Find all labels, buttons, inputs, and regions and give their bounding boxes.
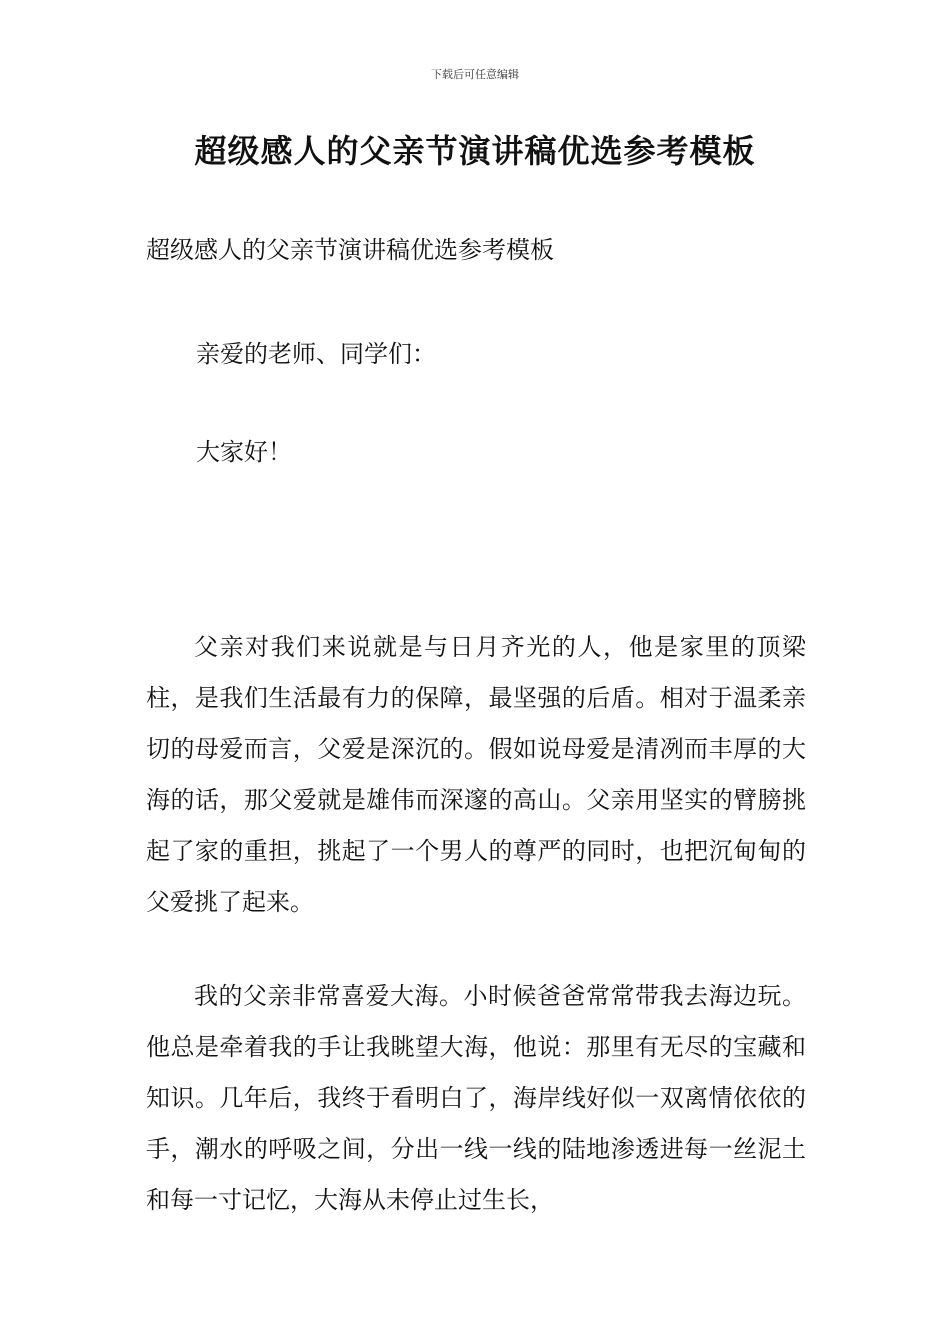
document-title: 超级感人的父亲节演讲稿优选参考模板	[194, 132, 756, 170]
paragraph: 父亲对我们来说就是与日月齐光的人，他是家里的顶梁柱，是我们生活最有力的保障，最坚强的后盾。相对于温柔亲切的母爱而言，父爱是深沉的。假如说母爱是清冽而丰厚的大海的话，那父爱就是雄伟而深邃的高山。父亲用坚实的臂膀挑起了家的重担，挑起了一个男人的尊严的同时，也把沉甸甸的父爱挑了起来。	[146, 633, 806, 916]
header-note: 下载后可任意编辑	[431, 68, 519, 81]
salutation: 亲爱的老师、同学们：	[196, 340, 436, 368]
greeting: 大家好！	[196, 438, 292, 466]
document-subtitle: 超级感人的父亲节演讲稿优选参考模板	[146, 236, 554, 264]
paragraph: 我的父亲非常喜爱大海。小时候爸爸常常带我去海边玩。他总是牵着我的手让我眺望大海，他说：那里有无尽的宝藏和知识。几年后，我终于看明白了，海岸线好似一双离情依依的手，潮水的呼吸之间，分出一线一线的陆地渗透进每一丝泥土和每一寸记忆，大海从未停止过生长，	[146, 982, 806, 1214]
